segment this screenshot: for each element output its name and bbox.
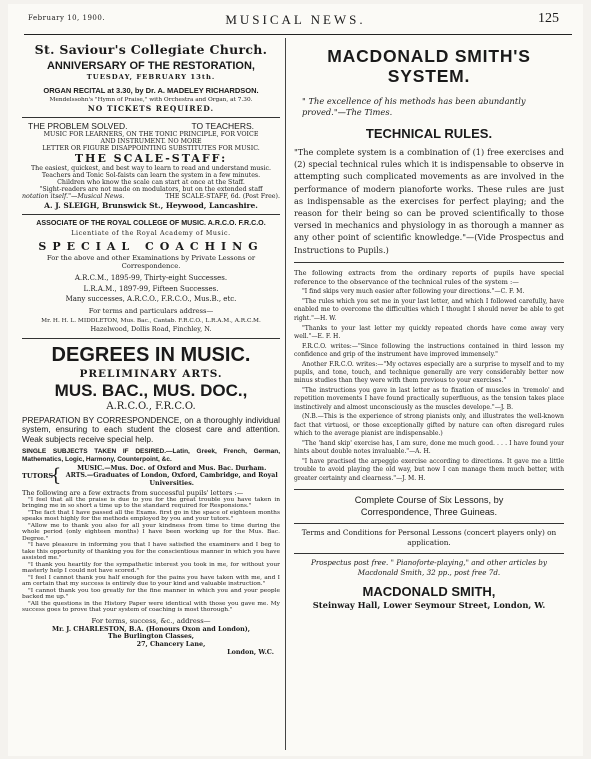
scale-desc2: Teachers and Tonic Sol-faists can learn the system in a few minutes. — [41, 171, 261, 179]
pupil-report: Another F.R.C.O. writes:—"My octaves especially are a surprise to myself and to my pupils, and tone, touch, and technique generally are very considerably better now minus studies than they were with them previous to your exercises." — [294, 360, 564, 385]
personal-lessons-terms: Terms and Conditions for Personal Lessons (concert players only) on application. — [301, 527, 557, 547]
page-number: 125 — [538, 11, 559, 26]
to-teachers: TO TEACHERS. — [191, 121, 254, 131]
lram-successes: L.R.A.M., 1897-99, Fifteen Successes. — [83, 284, 219, 293]
letters-intro: The following are a few extracts from successful pupils' letters :— — [22, 488, 244, 497]
single-subjects: SINGLE SUBJECTS TAKEN IF DESIRED.—Latin, Greek, French, German, Mathematics, Logic, Harmony, Counterpoint, &c. — [22, 448, 280, 463]
prospectus-line: Prospectus post free. " Pianoforte-playing," and other articles by Macdonald Smith, 32 pp., post free 7d. — [311, 557, 547, 577]
coaching-for: For the above and other Examinations by Private Lessons or Correspondence. — [46, 253, 256, 271]
scale-staff-ad — [22, 121, 280, 211]
scale-desc3: Children who know the scale can start at once at the Staff. — [57, 179, 245, 187]
anniversary-date: TUESDAY, FEBRUARY 13th. — [86, 73, 216, 81]
scale-line3: LETTER OR FIGURE DISAPPOINTING SUBSTITUTES FOR MUSIC. — [42, 145, 260, 153]
pupil-report: "I have practised the arpeggio exercise according to directions. It gave me a little trouble to avoid playing the old way, but now I can manage them much better, with greater certainty and clearness."—J. M. H. — [294, 457, 564, 482]
pupil-report: (N.B.—This is the experience of strong pianists only, and illustrates the well-known fact that virtuosi, or those exceptionally gifted by nature can often disregard rules which to the average pianist are indispensable.) — [294, 413, 564, 438]
charleston-name: Mr. J. CHARLESTON, B.A. (Honours Oxon and London), — [52, 624, 250, 633]
reports-intro: The following extracts from the ordinary reports of pupils have special reference to the observance of the technical rules of the system :— — [294, 268, 564, 286]
scale-desc1: The easiest, quickest, and best way to learn to read and understand music. — [30, 164, 272, 172]
steinway-address: Steinway Hall, Lower Seymour Street, London, W. — [312, 599, 546, 610]
other-successes: Many successes, A.R.C.O., F.R.C.O., Mus.B., etc. — [65, 294, 237, 303]
divider — [294, 489, 564, 490]
scale-price: THE SCALE-STAFF, 6d. (Post Free). — [165, 193, 280, 201]
london-wc: London, W.C. — [227, 647, 274, 656]
journal-title: MUSICAL NEWS. — [225, 12, 366, 27]
pupil-report: "The rules which you set me in your last letter, and which I followed carefully, have enabled me to overcome the difficulties which I thought I should never be able to get right."—H. W. — [294, 298, 564, 322]
problem-row — [22, 121, 280, 131]
newspaper-page — [8, 4, 583, 756]
organ-recital: ORGAN RECITAL at 3.30, by Dr. A. MADELEY RICHARDSON. — [43, 86, 259, 95]
arco-heading: ASSOCIATE OF THE ROYAL COLLEGE OF MUSIC. A.R.C.O. F.R.C.O. — [36, 218, 266, 227]
scale-staff-name: THE SCALE-STAFF: — [74, 151, 228, 165]
macdonald-title: MACDONALD SMITH'S — [327, 46, 531, 66]
system-paragraph: "The complete system is a combination of (1) free exercises and (2) special technical rules which it is indispensable to observe in attempting such complicated movements as are involved in the performance of modern pianoforte works. These rules are just as indispensable as the exercises for perfect playing; and the reason for their being so can be proved scientifically to those versed in mechanics and physiology in as thorough a manner as any other point of scientific knowledge."—(Vide Prospectus and Instructions to Pupils.) — [294, 147, 564, 255]
brace-glyph: { — [50, 465, 62, 486]
scale-quote2: notation itself."—Musical News. — [22, 193, 125, 201]
divider — [22, 338, 280, 339]
tutors-label: TUTORS — [22, 472, 54, 480]
pupil-letter: "I have pleasure in informing you that I have satisfied the examiners and I beg to take this opportunity of thanking you for the conscientious manner in which you have assisted me." — [22, 542, 280, 562]
degrees-terms: For terms, success, &c., address— — [91, 616, 211, 625]
anniversary-heading: ANNIVERSARY OF THE RESTORATION, — [46, 60, 255, 72]
tickets-line: NO TICKETS REQUIRED. — [87, 104, 215, 113]
times-quote: " The excellence of his methods has been abundantly proved."—The Times. — [302, 96, 526, 117]
pupil-letter: "I cannot thank you too greatly for the fine manner in which you and your people backed me up." — [22, 587, 280, 601]
pupil-report: "I find skips very much easier after following your directions."—C. F. M. — [302, 288, 525, 296]
arco-terms: For terms and particulars address— — [88, 306, 214, 315]
scale-line1: MUSIC FOR LEARNERS, ON THE TONIC PRINCIPLE, FOR VOICE — [43, 131, 259, 138]
st-saviour-ad — [22, 42, 280, 114]
special-coaching: SPECIAL COACHING — [38, 239, 264, 253]
burlington-classes: The Burlington Classes, — [108, 632, 194, 641]
column-divider — [285, 38, 286, 750]
preparation-text: PREPARATION BY CORRESPONDENCE, on a thoroughly individual system, ensuring to each student the closest care and attention. Weak subjects receive special help. — [22, 414, 280, 445]
pupil-letter: "I thank you heartily for the sympathetic interest you took in me, for without your masterly help I could not have scored." — [22, 561, 280, 575]
pupil-report: "The instructions you gave in last letter as to fixation of muscles in 'tremolo' and repetition movements I have found practically superfluous, as the tension takes place instinctively and almost unconsciously as the muscles develope."—J. B. — [294, 387, 564, 411]
scale-quote-row — [22, 193, 280, 200]
hymn-line: Mendelssohn's "Hymn of Praise," with Orchestra and Organ, at 7.30. — [49, 97, 253, 103]
page-header — [8, 12, 583, 28]
pupil-reports — [294, 288, 564, 483]
divider — [22, 117, 280, 118]
pupil-letter: "I feel that all the praise is due to you for the great trouble you have taken in bringing me in so short a time up to the standard required for Responsions." — [22, 496, 280, 510]
pupil-report: "The 'hand skip' exercise has, I am sure, done me much good. . . . I have found your hints about double notes invaluable."—A. H. — [294, 439, 564, 456]
pupil-letters — [22, 497, 280, 614]
course-line2: Correspondence, Three Guineas. — [360, 506, 498, 517]
header-date: February 10, 1900. — [28, 14, 106, 22]
pupil-letter: "The fact that I have passed all the Exams. first go in the space of eighteen months speaks most highly for the methods employed by you and your tutors." — [22, 509, 280, 523]
arco-frco: A.R.C.O., F.R.C.O. — [106, 400, 196, 412]
chancery-lane: 27, Chancery Lane, — [136, 640, 206, 648]
divider — [22, 214, 280, 215]
technical-rules-title: TECHNICAL RULES. — [365, 126, 493, 141]
pupil-letter: "Allow me to thank you also for all your kindness from time to time during the whole period (only eighteen months) I have been working up for the Mus. Bac. Degree." — [22, 522, 280, 542]
macdonald-name: MACDONALD SMITH, — [362, 583, 496, 599]
course-line1: Complete Course of Six Lessons, by — [354, 494, 504, 505]
scale-quote1: "Sight-readers are not made on modulators, but on the extended staff — [39, 186, 263, 194]
sleigh-address: A. J. SLEIGH, Brunswick St., Heywood, Lancashire. — [44, 200, 258, 210]
middleton-address2: Hazelwood, Dollis Road, Finchley, N. — [90, 324, 212, 333]
scale-line2: AND INSTRUMENT. NO MORE — [100, 138, 202, 146]
left-column — [22, 38, 280, 656]
church-title: St. Saviour's Collegiate Church. — [34, 42, 268, 57]
pupil-report: "Thanks to your last letter my quickly repeated chords have come away very well."—E. F. H. — [294, 324, 564, 340]
pupil-report: F.R.C.O. writes:—"Since following the instructions contained in third lesson my confidence and grip of the instrument have improved immensely." — [294, 342, 564, 358]
music-tutors: MUSIC.—Mus. Doc. of Oxford and Mus. Bac. Durham. — [77, 465, 267, 473]
pupil-letter: "All the questions in the History Paper were identical with those you gave me. My success goes to prove that your system of coaching is most thorough." — [22, 600, 280, 614]
divider — [294, 523, 564, 524]
middleton-address: Mr. H. H. L. MIDDLETON, Mus. Bac., Cantab. F.R.C.O., L.R.A.M., A.R.C.M. — [41, 317, 261, 324]
header-rule — [24, 34, 572, 35]
degrees-ad — [22, 343, 280, 657]
preliminary-arts: PRELIMINARY ARTS. — [79, 367, 223, 380]
lram-line: Licentiate of the Royal Academy of Music. — [71, 229, 231, 237]
pupil-letter: "I feel I cannot thank you half enough for the pains you have taken with me, and I am certain that my success is entirely due to your kind and valuable instruction." — [22, 574, 280, 588]
problem-solved: THE PROBLEM SOLVED. — [28, 121, 128, 131]
arco-ad — [22, 218, 280, 334]
mus-bac-doc: MUS. BAC., MUS. DOC., — [54, 380, 248, 400]
degrees-title: DEGREES IN MUSIC. — [51, 343, 251, 366]
arcm-successes: A.R.C.M., 1895-99, Thirty-eight Successes. — [74, 273, 228, 282]
right-column — [294, 38, 564, 611]
system-title: SYSTEM. — [387, 66, 471, 86]
arts-tutors: ARTS.—Graduates of London, Oxford, Cambridge, and Royal Universities. — [65, 472, 278, 487]
divider — [294, 262, 564, 263]
divider — [294, 553, 564, 554]
tutors-block — [22, 465, 280, 487]
